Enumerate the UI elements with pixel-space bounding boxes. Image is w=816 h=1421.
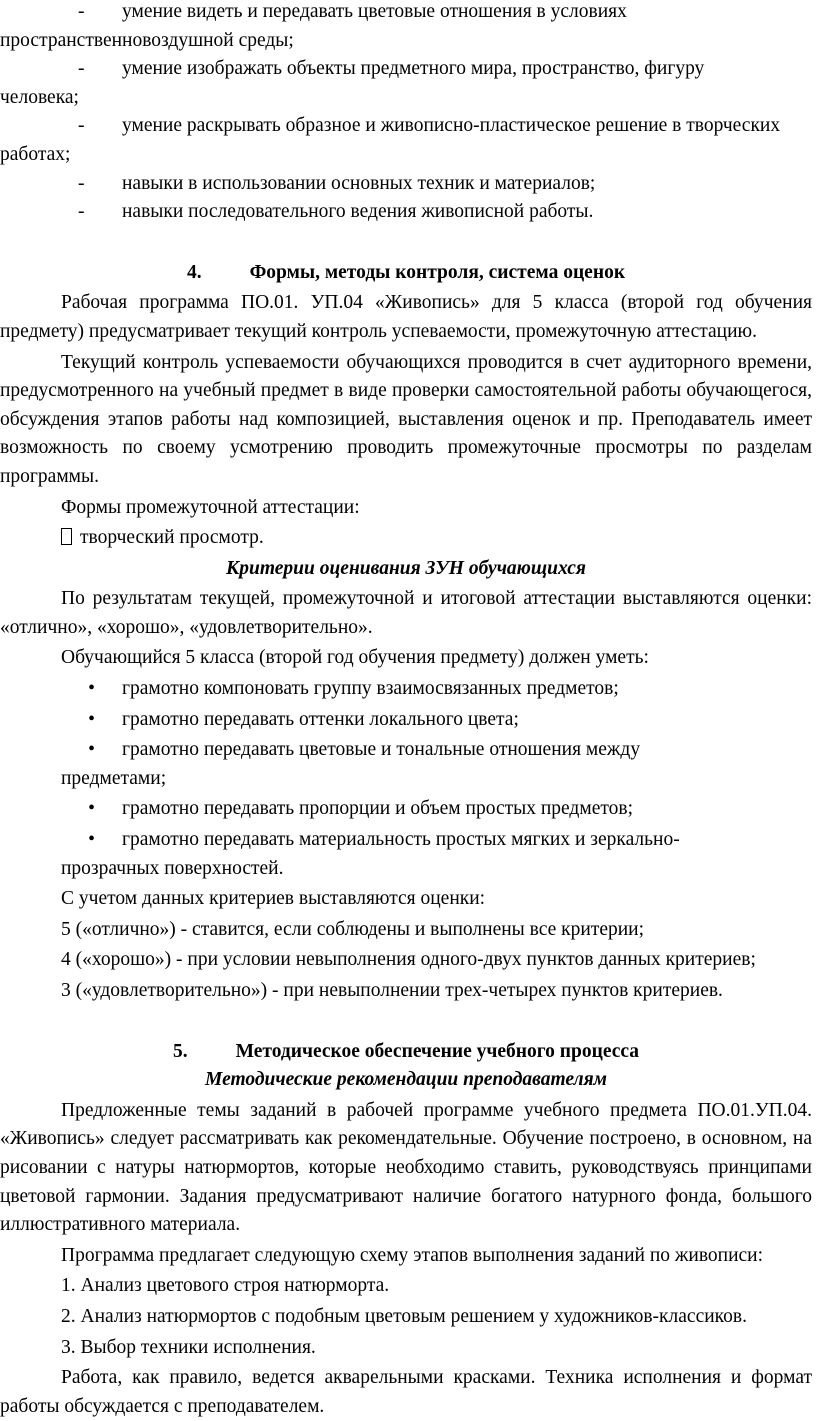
list-item	[0, 706, 812, 735]
paragraph: Предложенные темы заданий в рабочей программе учебного предмета ПО.01.УП.04. «Живопись» следует рассматривать как рекомендательные. Обучение построено, в основном, на рисовании с натуры натюрмортов, которые необходимо ставить, руководствуясь принципами цветовой гармонии. Задания предусматривают наличие богатого натурного фонда, большого иллюстративного материала.	[0, 1099, 812, 1236]
step-line: 2. Анализ натюрмортов с подобным цветовым решением у художников-классиков.	[61, 1305, 747, 1327]
list-item-continuation: предметами;	[61, 767, 167, 789]
list-item-text: навыки последовательного ведения живописной работы.	[122, 201, 594, 223]
list-item-text: грамотно передавать цветовые и тональные отношения между	[122, 739, 641, 761]
dash-list	[0, 0, 812, 227]
dash-marker: -	[78, 1, 85, 22]
step-line: 3. Выбор техники исполнения.	[61, 1336, 316, 1358]
list-item-continuation: пространственновоздушной среды;	[0, 29, 294, 51]
list-item	[0, 0, 812, 55]
list-item-text: умение видеть и передавать цветовые отношения в условиях	[122, 1, 627, 22]
paragraph: Текущий контроль успеваемости обучающихся проводится в счет аудиторного времени, предусмотренного на учебный предмет в виде проверки самостоятельной работы обучающегося, обсуждения этапов работы над композицией, выставления оценок и пр. Преподаватель имеет возможность по своему усмотрению проводить промежуточные просмотры по разделам программы.	[0, 351, 812, 487]
list-item	[0, 826, 812, 883]
bullet-marker: •	[88, 739, 95, 761]
paragraph: Программа предлагает следующую схему этапов выполнения заданий по живописи:	[61, 1244, 764, 1266]
grade-line: 3 («удовлетворительно») - при невыполнении трех-четырех пунктов критериев.	[61, 980, 723, 1001]
list-item	[0, 795, 812, 824]
list-item-text: грамотно передавать оттенки локального цвета;	[122, 708, 519, 730]
list-item-text: умение раскрывать образное и живописно-пластическое решение в творческих	[122, 115, 781, 137]
list-item-text: навыки в использовании основных техник и материалов;	[122, 172, 596, 194]
section-4-heading	[0, 259, 812, 288]
checkbox-icon	[61, 528, 72, 545]
bullet-marker: •	[88, 829, 95, 851]
dash-marker: -	[78, 172, 85, 194]
paragraph: С учетом данных критериев выставляются оценки:	[61, 888, 486, 910]
list-item-continuation: прозрачных поверхностей.	[61, 857, 284, 879]
criteria-heading: Критерии оценивания ЗУН обучающихся	[226, 557, 586, 579]
paragraph: Обучающийся 5 класса (второй год обучения предмету) должен уметь:	[61, 647, 649, 669]
checkbox-list-item	[0, 524, 812, 553]
step-line: 1. Анализ цветового строя натюрморта.	[61, 1275, 390, 1297]
section-5-heading	[0, 1038, 812, 1067]
section-title: Методическое обеспечение учебного процесса	[235, 1040, 640, 1062]
list-item	[0, 675, 812, 704]
list-item-continuation: работах;	[0, 143, 71, 165]
dash-marker: -	[78, 115, 85, 137]
paragraph: Работа, как правило, ведется акварельными красками. Техника исполнения и формат работы обсуждается с преподавателем.	[0, 1367, 812, 1417]
section-title: Формы, методы контроля, система оценок	[249, 261, 626, 283]
list-item	[0, 198, 812, 227]
paragraph: По результатам текущей, промежуточной и итоговой аттестации выставляются оценки: «отлично», «хорошо», «удовлетворительно».	[0, 588, 812, 638]
bullet-marker: •	[88, 798, 95, 820]
bullet-marker: •	[88, 708, 95, 730]
section-number: 4.	[186, 261, 202, 283]
list-item-text: умение изображать объекты предметного мира, пространство, фигуру	[122, 58, 705, 80]
paragraph: Рабочая программа ПО.01. УП.04 «Живопись» для 5 класса (второй год обучения предмету) предусматривает текущий контроль успеваемости, промежуточную аттестацию.	[0, 292, 812, 342]
list-item	[0, 170, 812, 199]
list-item	[0, 736, 812, 793]
list-item-text: творческий просмотр.	[80, 527, 264, 549]
list-item-text: грамотно компоновать группу взаимосвязанных предметов;	[122, 678, 619, 700]
bullet-marker: •	[88, 678, 95, 700]
list-item	[0, 55, 812, 112]
list-item-text: грамотно передавать материальность простых мягких и зеркально-	[122, 829, 680, 851]
bullet-list	[0, 675, 812, 883]
paragraph: Формы промежуточной аттестации:	[61, 496, 360, 518]
list-item	[0, 112, 812, 169]
section-number: 5.	[172, 1040, 188, 1062]
grade-line: 5 («отлично») - ставится, если соблюдены и выполнены все критерии;	[61, 918, 645, 940]
dash-marker: -	[78, 58, 85, 80]
dash-marker: -	[78, 201, 85, 223]
section-subtitle: Методические рекомендации преподавателям	[205, 1069, 607, 1091]
list-item-continuation: человека;	[0, 86, 79, 108]
grade-line: 4 («хорошо») - при условии невыполнения одного-двух пунктов данных критериев;	[61, 949, 756, 971]
list-item-text: грамотно передавать пропорции и объем простых предметов;	[122, 798, 633, 820]
